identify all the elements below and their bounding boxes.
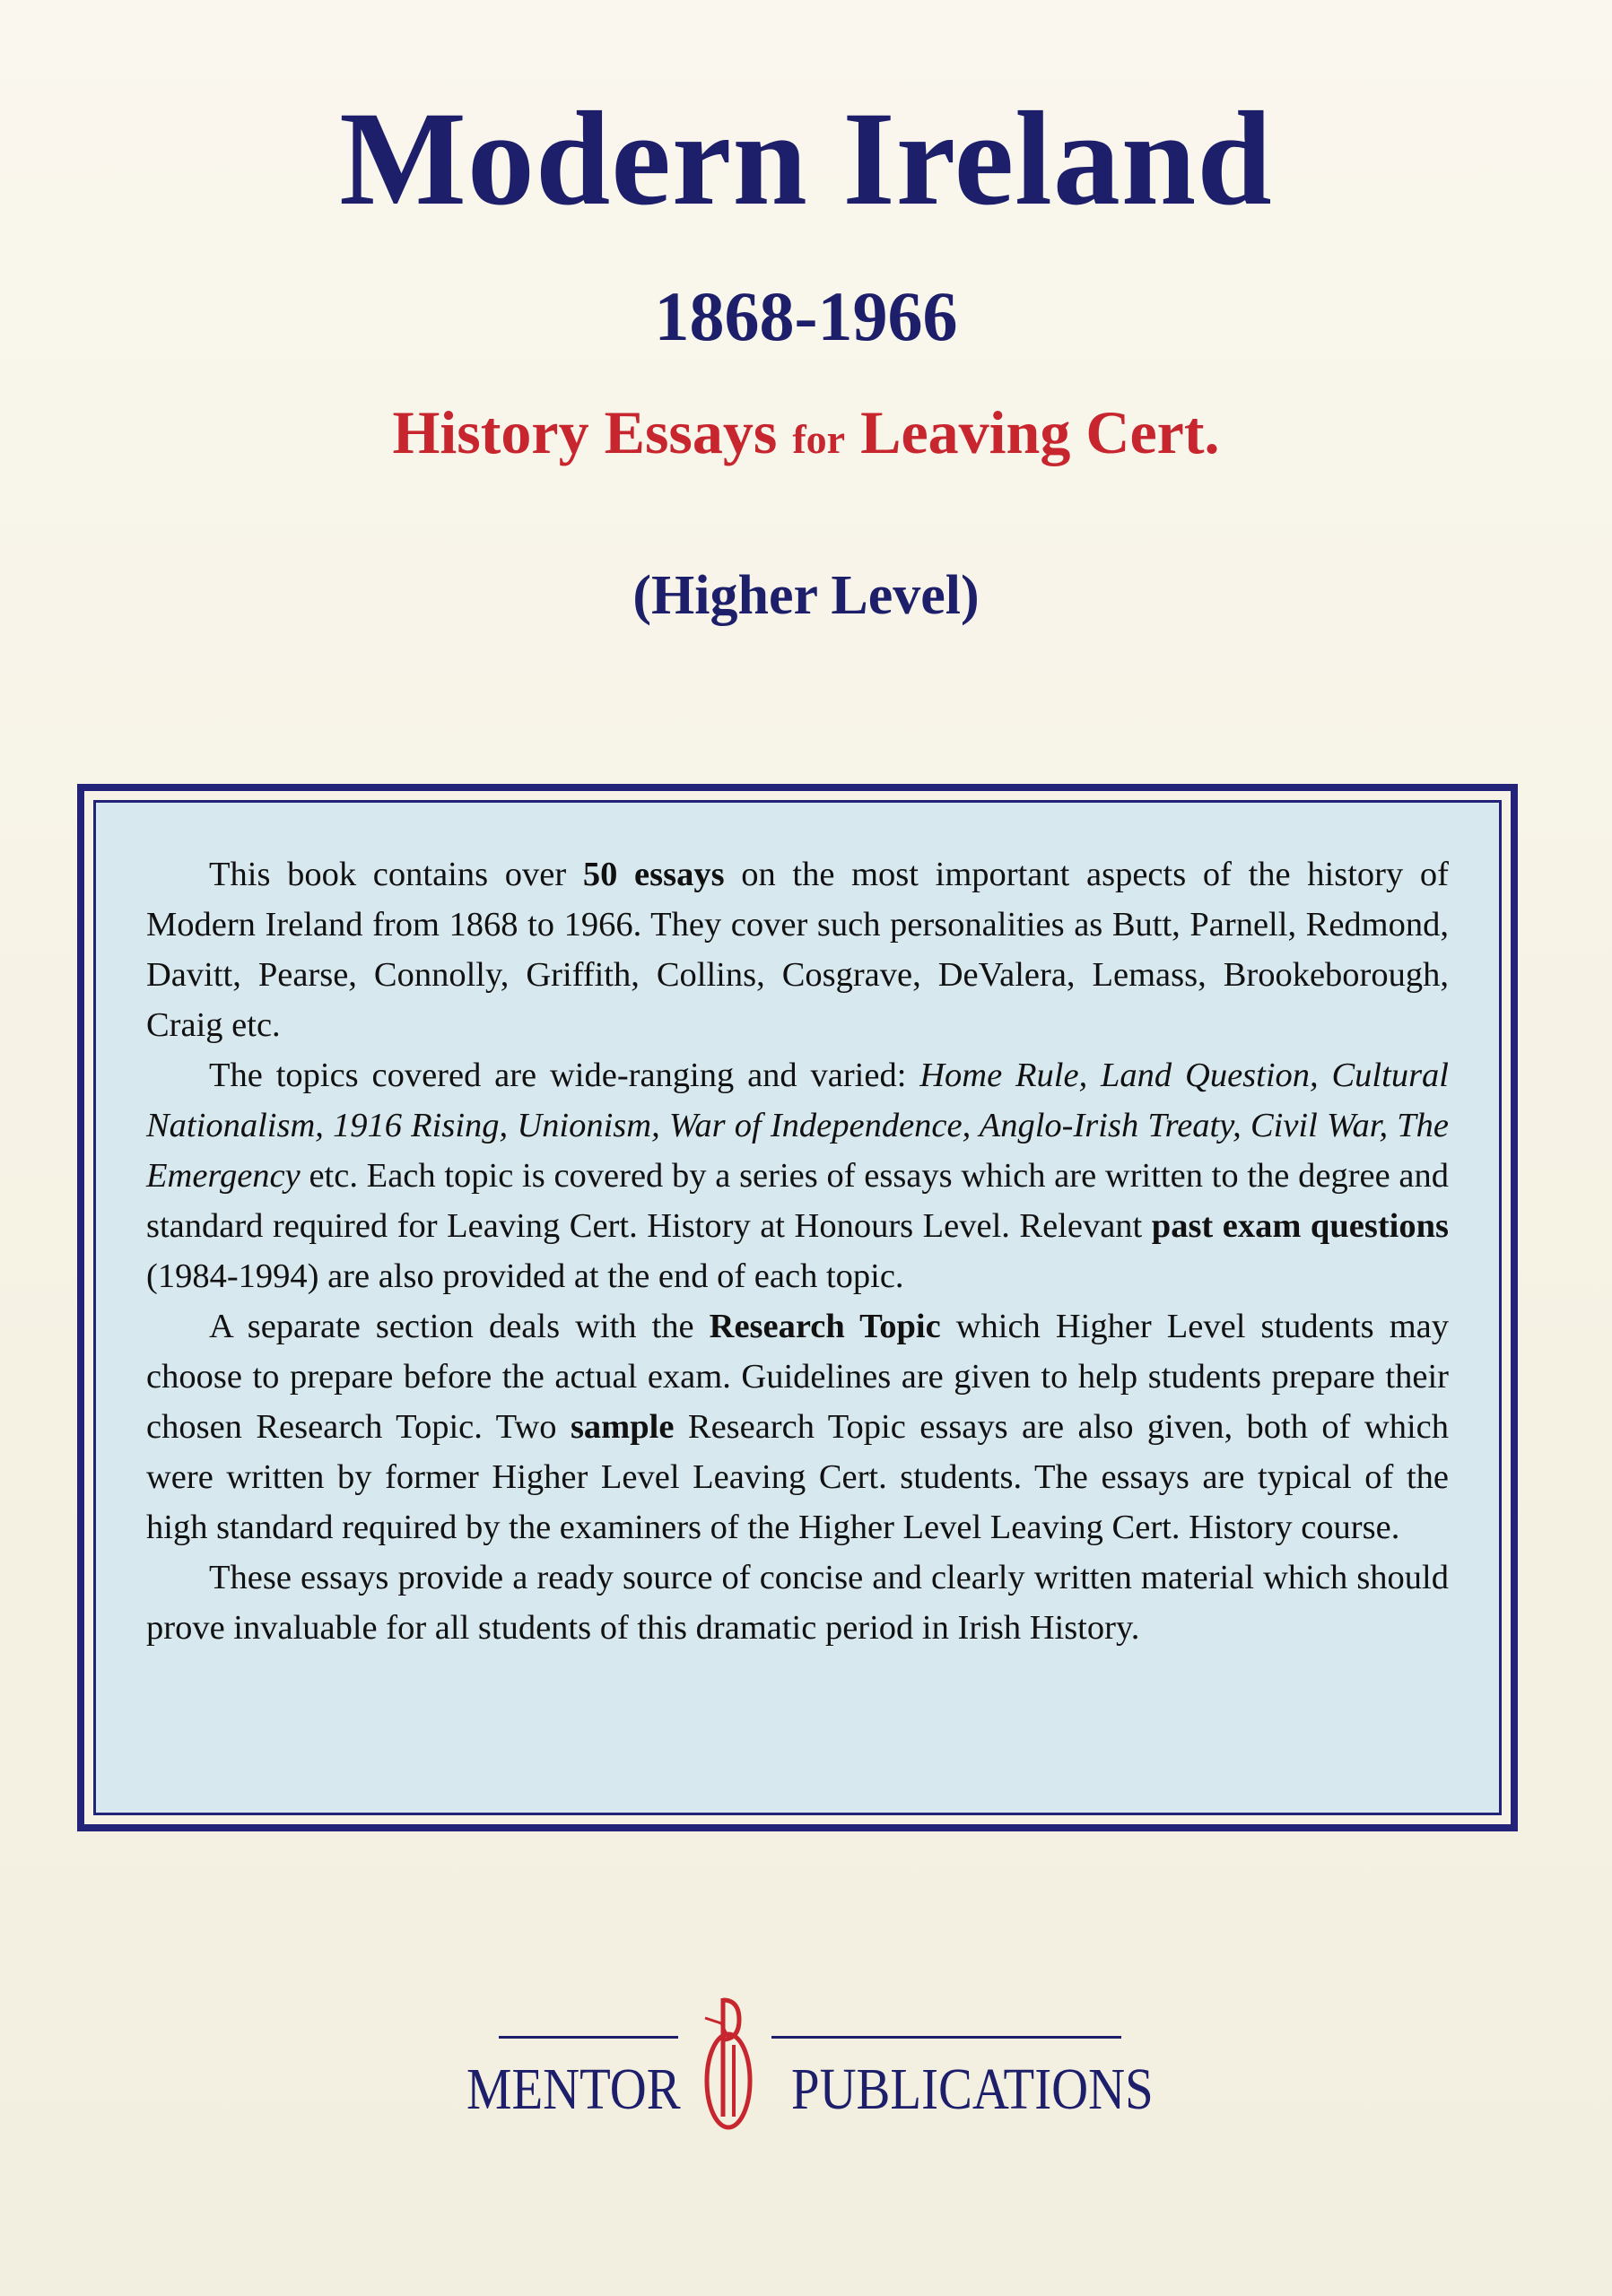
book-title: Modern Ireland [339,84,1273,233]
book-level: (Higher Level) [632,565,980,626]
p1-text-1: This book contains over [209,856,583,893]
p1-text-2: on the most important aspects of the history of Modern Ireland from 1868 to 1966. They cover such personalities as Butt, Parnell, Redmond, Davitt, Pearse, Connolly, Griffith, Collins, Cosgrave, DeValera, Lemass, Brookeborough, Craig etc. [146,856,1449,1044]
p2-text-1: The topics covered are wide-ranging and varied: [209,1057,920,1094]
p3-text-1: A separate section deals with the [209,1308,710,1345]
publisher-name-left: MENTOR [466,2057,681,2122]
subtitle-part-b: Leaving Cert. [860,398,1220,466]
p4-text-1: These essays provide a ready source of concise and clearly written material which should prove invaluable for all students of this dramatic period in Irish History. [146,1559,1449,1647]
description-box [77,784,1518,1831]
description-text [93,800,1502,1815]
p3-text-3: Research Topic essays are also given, both of which were written by former Higher Level Leaving Cert. students. The essays are typical of the high standard required by the examiners of the Higher Level Leaving Cert. History course. [146,1408,1449,1546]
p3-bold-1: Research Topic [709,1308,941,1345]
logo-rule-left [499,2036,678,2039]
book-subtitle [0,399,1612,466]
subtitle-part-a: History Essays [392,398,778,466]
pen-nib-icon [696,1982,761,2135]
publisher-name-right: PUBLICATIONS [791,2057,1154,2122]
p3-text-2: which Higher Level students may choose to prepare before the actual exam. Guidelines are given to help students prepare their chosen Research Topic. Two [146,1308,1449,1446]
p2-text-2: etc. Each topic is covered by a series of essays which are written to the degree and standard required for Leaving Cert. History at Honours Level. Relevant [146,1157,1449,1245]
publisher-logo [466,1982,1154,2135]
p1-bold-1: 50 essays [582,856,725,893]
subtitle-for: for [792,416,846,462]
p3-bold-2: sample [570,1408,675,1446]
p2-italic-1: Home Rule, Land Question, Cultural Nationalism, 1916 Rising, Unionism, War of Independence, Anglo-Irish Treaty, Civil War, The Emergency [146,1057,1449,1195]
blurb-paragraph-2 [146,1050,1449,1301]
book-years: 1868-1966 [654,277,958,355]
blurb-paragraph-4 [146,1552,1449,1653]
blurb-paragraph-1 [146,849,1449,1050]
logo-rule-right [771,2036,1121,2039]
blurb-paragraph-3 [146,1301,1449,1552]
p2-text-3: (1984-1994) are also provided at the end of each topic. [146,1257,904,1295]
p2-bold-1: past exam questions [1151,1207,1449,1245]
